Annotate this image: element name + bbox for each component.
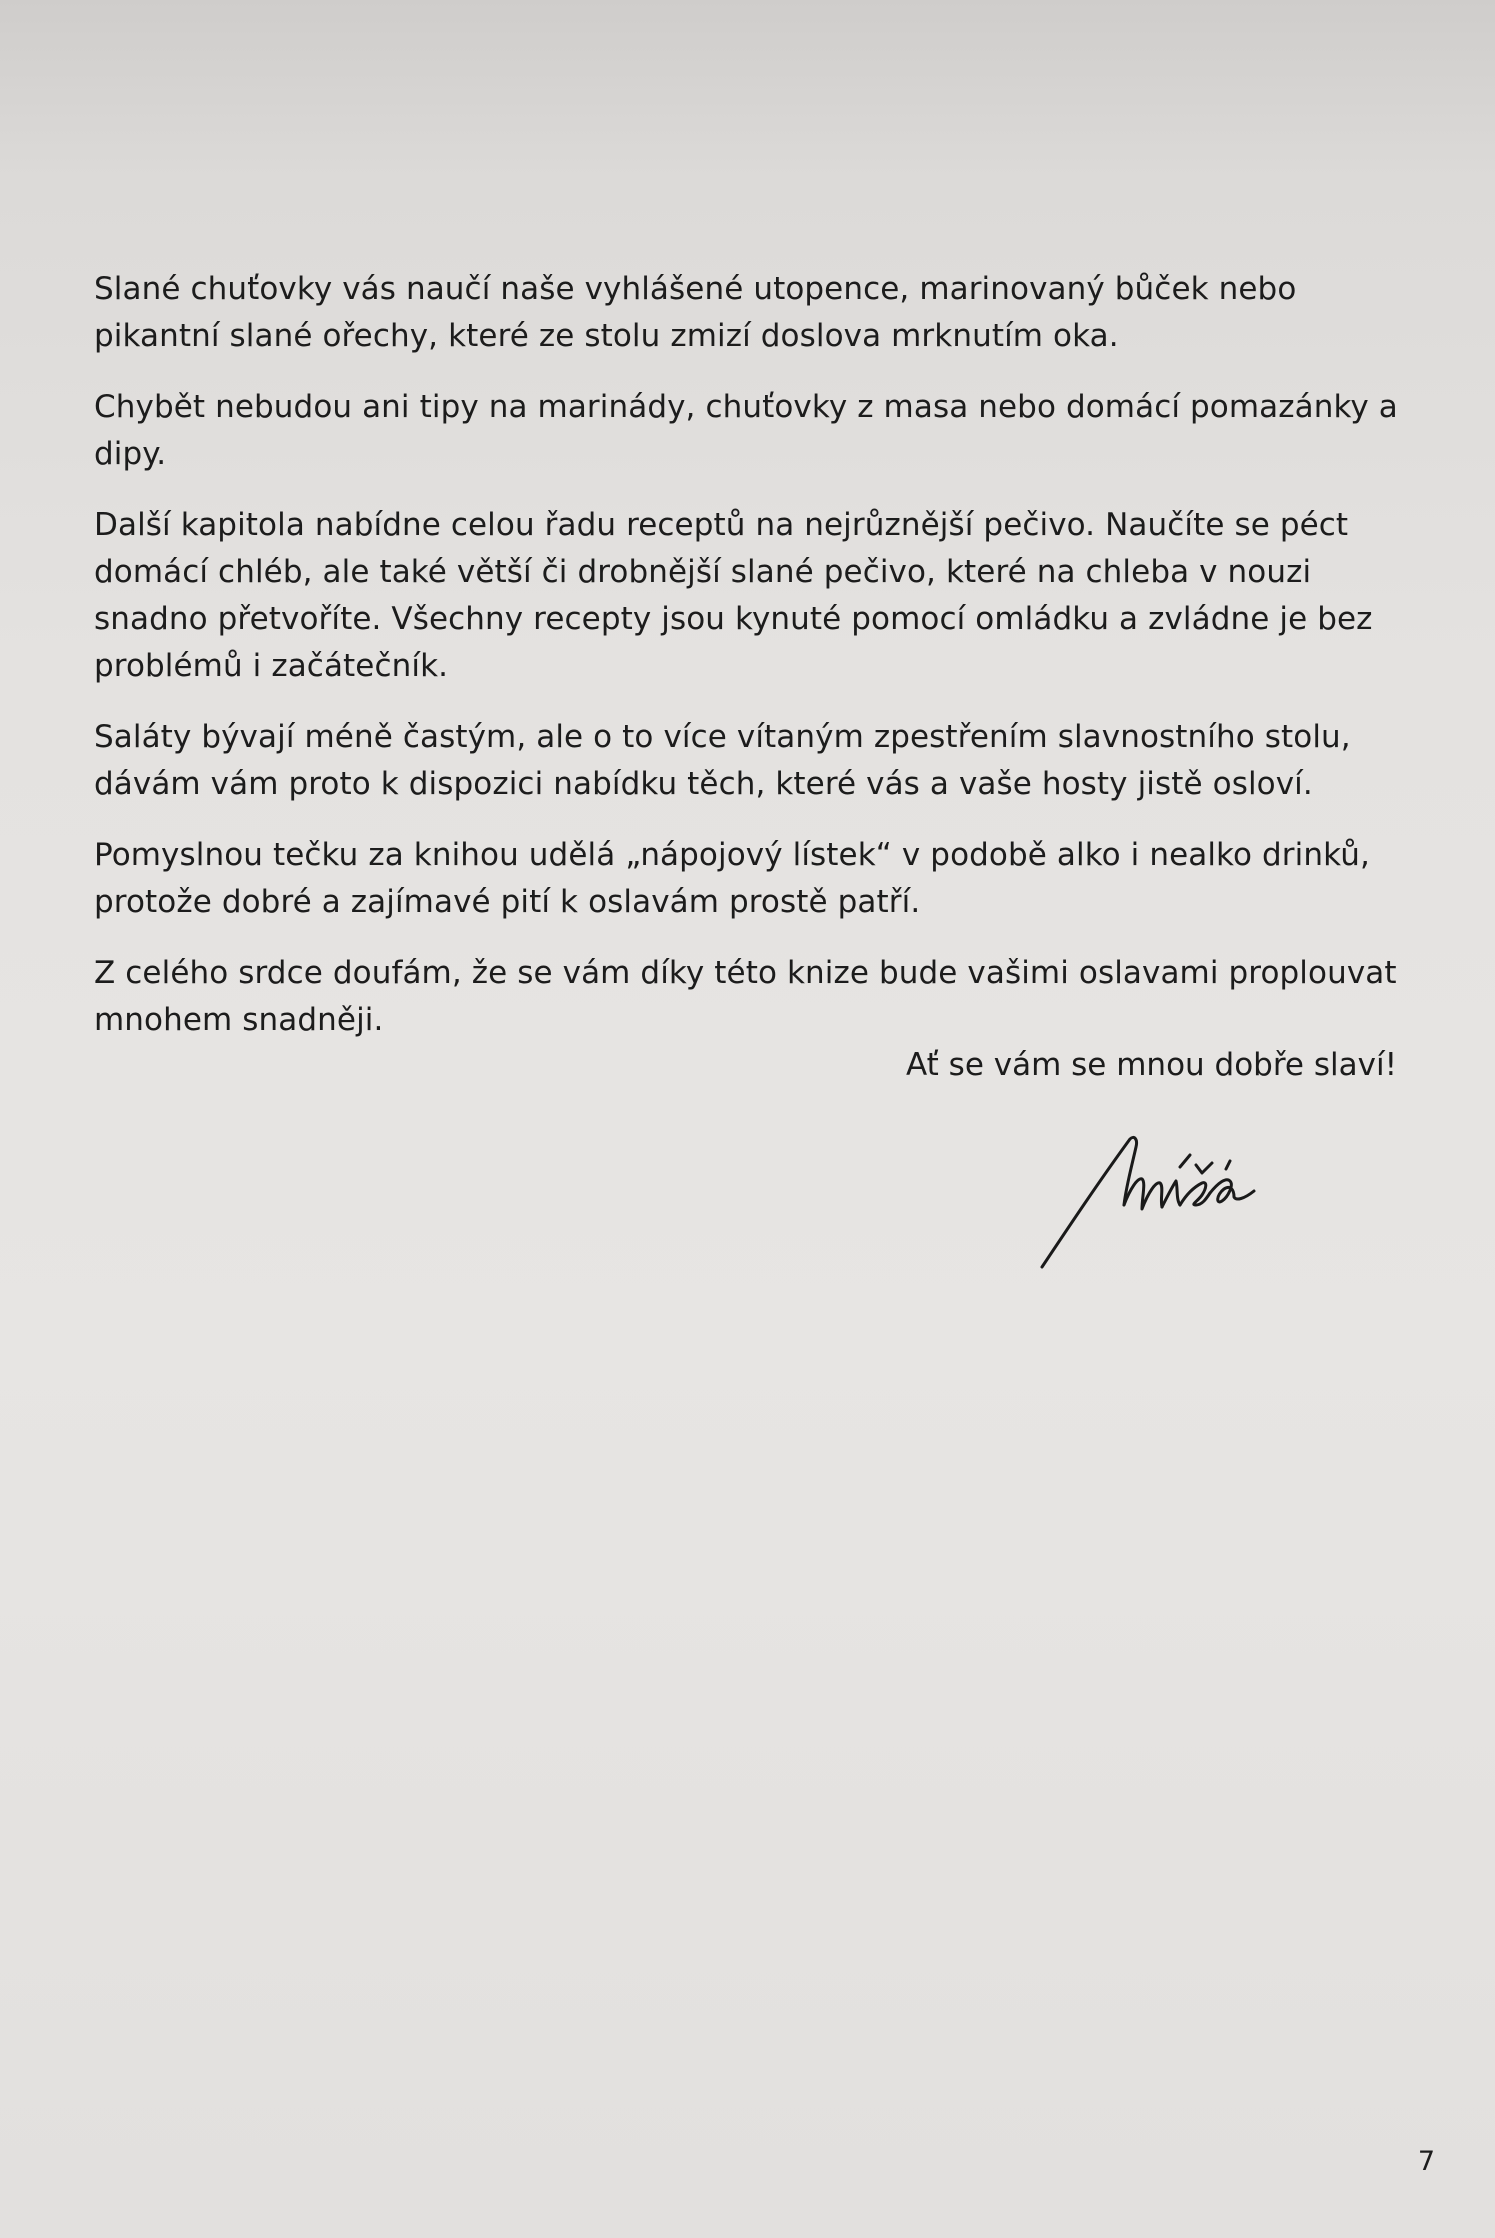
paragraph-wish: Z celého srdce doufám, že se vám díky této knize bude vašimi oslavami proplouvat mnohem snadněji. (94, 955, 1397, 1038)
page-number: 7 (1417, 2146, 1435, 2177)
paragraph-marinades: Chybět nebudou ani tipy na marinády, chuťovky z masa nebo domácí pomazánky a dipy. (94, 389, 1398, 472)
body-text (94, 266, 1414, 1068)
paragraph-drinks: Pomyslnou tečku za knihou udělá „nápojový lístek“ v podobě alko i nealko drinků, protože dobré a zajímavé pití k oslavám prostě patří. (94, 837, 1370, 920)
paragraph-salty-snacks: Slané chuťovky vás naučí naše vyhlášené utopence, marinovaný bůček nebo pikantní slané ořechy, které ze stolu zmizí doslova mrknutím oka. (94, 271, 1297, 354)
paragraph-salads: Saláty bývají méně častým, ale o to více vítaným zpestřením slavnostního stolu, dávám vám proto k dispozici nabídku těch, které vás a vaše hosty jistě osloví. (94, 719, 1351, 802)
paragraph-pastry: Další kapitola nabídne celou řadu receptů na nejrůznější pečivo. Naučíte se péct domácí chléb, ale také větší či drobnější slané pečivo, které na chleba v nouzi snadno přetvoříte. Všechny recepty jsou kynuté pomocí omládku a zvládne je bez problémů i začátečník. (94, 507, 1373, 684)
closing-line: Ať se vám se mnou dobře slaví! (906, 1047, 1397, 1083)
signature-image (1030, 1125, 1340, 1285)
